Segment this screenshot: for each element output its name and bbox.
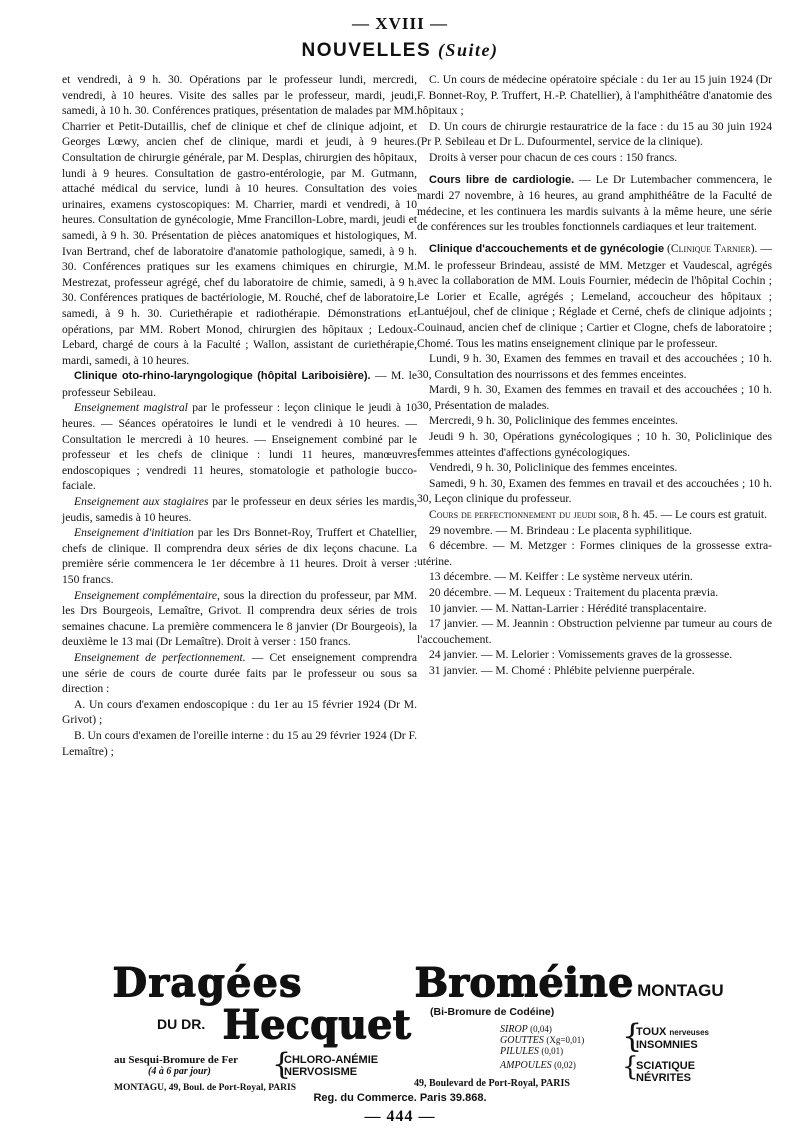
orl-professor: — M. le professeur Sebileau. <box>62 369 418 399</box>
text-initiation: par les Drs Bonnet-Roy, Truffert et Chatellier, chefs de clinique. Il comprendra deux séries de dix leçons chacune. La première série commencera le 1er décembre à 11 heures. Droit à verser : 150 francs. <box>62 526 417 586</box>
text-cardiology: — Le Dr Lutembacher commencera, le mardi 27 novembre, à 16 heures, au grand amphithéâtre de la Faculté de médecine, et les continuera les mardis suivants à la même heure, une série de conférences sur les troubles fonctionnels cardiaques et leur traitement. <box>417 172 772 234</box>
ad-nevrites: NÉVRITES <box>636 1072 692 1084</box>
ad-indication-nervosisme: NERVOSISME <box>284 1066 358 1078</box>
heading-orl-clinic: Clinique oto-rhino-laryngologique (hôpital Lariboisière). <box>74 370 371 383</box>
lecture-item: 17 janvier. — M. Jeannin : Obstruction pelvienne par tumeur au cours de l'accouchement. <box>417 617 772 646</box>
ad-montagu-brand: MONTAGU <box>637 981 724 1000</box>
page-number: — 444 — <box>364 1108 436 1125</box>
right-column <box>417 72 772 679</box>
ad-toux: TOUX <box>636 1026 667 1038</box>
section-title <box>0 40 800 62</box>
ad-indication-chloro: CHLORO-ANÉMIE <box>284 1054 379 1066</box>
ad-hecquet-name: Hecquet <box>222 1001 411 1048</box>
paragraph-fees: Droits à verser pour chacun de ces cours : 150 francs. <box>429 150 678 164</box>
ad-toux-small: nerveuses <box>669 1028 710 1037</box>
text-obstetrics: — M. le professeur Brindeau, assisté de MM. Metzger et Vaudescal, agrégés avec la collaboration de MM. Louis Fournier, médecin de l'hôpital Cochin ; Le Lorier et Ecalle, agrégés ; Lemeland, accoucheur des hôpitaux ; Lantuéjoul, chef de clinique ; Réglade et Cerné, chefs de clinique adjoints ; Couinaud, ancien chef de clinique ; Cartier et Clogne, chefs de laboratoire ; Chomé. Tous les matins enseignement clinique par le professeur. <box>417 241 772 350</box>
ad-bromeine <box>414 959 744 1089</box>
paragraph-initiation <box>62 525 417 587</box>
paragraph-evening-course <box>417 507 772 523</box>
paragraph-stagiaires <box>62 494 417 525</box>
label-complementaire: Enseignement complémentaire <box>74 588 218 602</box>
schedule-saturday: Samedi, 9 h. 30, Examen des femmes en travail et des accouchées ; 10 h. 30, Leçon clinique du professeur. <box>417 476 772 506</box>
ad-sciatique-nevrites <box>636 1060 695 1084</box>
ad-forms <box>500 1024 584 1057</box>
lecture-item: 6 décembre. — M. Metzger : Formes cliniques de la grossesse extra-utérine. <box>417 539 772 568</box>
roman-page-number: — XVIII — <box>352 14 448 33</box>
form-qty: (Xg=0,01) <box>546 1035 585 1045</box>
schedule-tuesday: Mardi, 9 h. 30, Examen des femmes en travail et des accouchées ; 10 h. 30, Présentation de malades. <box>417 383 772 412</box>
schedule-thursday: Jeudi 9 h. 30, Opérations gynécologiques ; 10 h. 30, Policlinique des femmes atteintes d'affections gynécologiques. <box>417 430 772 459</box>
ad-form-sirop <box>500 1024 584 1035</box>
lecture-item: 20 décembre. — M. Lequeux : Traitement du placenta prævia. <box>429 586 719 599</box>
schedule-wednesday: Mercredi, 9 h. 30, Policlinique des femmes enceintes. <box>429 414 678 428</box>
form-qty: (0,04) <box>530 1024 552 1034</box>
section-title-suffix: (Suite) <box>437 40 499 60</box>
section-title-text: NOUVELLES <box>301 40 432 61</box>
form-name: AMPOULES <box>500 1060 552 1071</box>
paragraph-course-a: A. Un cours d'examen endoscopique : du 1er au 15 février 1924 (Dr M. Grivot) ; <box>62 697 417 727</box>
lecture-item: 24 janvier. — M. Lelorier : Vomissements graves de la grossesse. <box>429 648 733 662</box>
ad-form-gouttes <box>500 1035 584 1046</box>
paragraph-course-c: C. Un cours de médecine opératoire spéciale : du 1er au 15 juin 1924 (Dr F. Bonnet-Roy, P. Truffert, H.-P. Chatellier), à l'amphithéâtre d'anatomie des hôpitaux ; <box>417 73 772 118</box>
ad-toux-insomnies <box>636 1026 709 1051</box>
label-initiation: Enseignement d'initiation <box>74 526 194 540</box>
lecture-item: 29 novembre. — M. Brindeau : Le placenta syphilitique. <box>429 523 693 537</box>
schedule-monday: Lundi, 9 h. 30, Examen des femmes en travail et des accouchées ; 10 h. 30, Consultation des nourrissons et des femmes enceintes. <box>417 352 772 381</box>
paragraph-schedule: et vendredi, à 9 h. 30. Opérations par le professeur lundi, mercredi, vendredi, à 10 heures. Visite des salles par le professeur, mardi, jeudi, samedi, à 10 h. 30. Conférences pratiques, présentation de malades par MM. Charrier et Petit-Dutaillis, chef de clinique et chef de clinique adjoint, et Georges Lœwy, ancien chef de clinique, mardi et jeudi, à 9 heures. Consultation de chirurgie générale, par M. Desplas, chirurgien des hôpitaux, lundi à 9 heures. Consultation de gastro-entérologie, par M. Gutmann, attaché médical du service, lundi à 10 heures. Consultation des voies urinaires, examens cystoscopiques: M. Charrier, mardi et vendredi, à 10 heures. Consultation de gynécologie, Mme Francillon-Lobre, mardi, jeudi et samedi, à 9 h. 30. Présentation de pièces anatomiques et histologiques, M. Ivan Bertrand, chef de laboratoire d'anatomie pathologique, samedi, à 9 h. 30. Conférences pratiques sur les examens chimiques en chirurgie, M. Mestrezat, professeur agrégé, chef du laboratoire de chimie, samedi, à 9 h. 30. Conférences pratiques de bactériologie, M. Rouché, chef de laboratoire, samedi, à 9 h. 30. Curiethérapie et radiothérapie. Démonstrations et opérations, par MM. Robert Monod, chirurgien des hôpitaux ; Ledoux-Lebard, chargé de cours à la Faculté ; Wallon, assistant de curiethérapie, mardi, samedi, à 10 heures. <box>62 73 417 367</box>
label-perfectionnement: Enseignement de perfectionnement. <box>74 650 246 664</box>
brace-icon: { <box>622 1052 639 1082</box>
ad-sciatique: SCIATIQUE <box>636 1060 696 1072</box>
ad-dragees-title: Dragées <box>112 959 303 1006</box>
form-qty: (0,01) <box>541 1046 564 1056</box>
ad-insomnies: INSOMNIES <box>636 1039 698 1051</box>
evening-course-label: Cours de perfectionnement du jeudi soir, <box>429 508 620 522</box>
lecture-item: 31 janvier. — M. Chomé : Phlébite pelvienne puerpérale. <box>429 663 695 677</box>
heading-cardiology: Cours libre de cardiologie. <box>429 173 575 186</box>
ad-indications <box>284 1054 378 1078</box>
lecture-item: 10 janvier. — M. Nattan-Larrier : Hérédité transplacentaire. <box>429 601 707 615</box>
form-name: GOUTTES <box>500 1035 544 1046</box>
obstetrics-clinic-name: (Clinique Tarnier). <box>664 241 758 255</box>
ad-left-address: MONTAGU, 49, Boul. de Port-Royal, PARIS <box>114 1083 296 1093</box>
trade-registry: Reg. du Commerce. Paris 39.868. <box>313 1092 487 1104</box>
text-complementaire: , sous la direction du professeur, par MM. les Drs Bourgeois, Lemaître, Grivot. Il comprendra deux séries de trois semaines chacune. La première commencera le 8 janvier (Dr Bourgeois), la deuxième le 13 mai (Dr Lemaître). Droit à verser : 150 francs. <box>62 588 417 649</box>
evening-course-text: 8 h. 45. — Le cours est gratuit. <box>619 508 768 522</box>
lecture-item: 13 décembre. — M. Keiffer : Le système nerveux utérin. <box>429 570 693 584</box>
paragraph-course-d: D. Un cours de chirurgie restauratrice de la face : du 15 au 30 juin 1924 (Pr P. Sebileau et Dr L. Dufourmentel, service de la clinique). <box>417 119 772 149</box>
left-column <box>62 72 417 759</box>
paragraph-obstetrics <box>417 241 772 351</box>
ad-form-pilules <box>500 1046 584 1057</box>
brace-icon: { <box>622 1017 643 1055</box>
ad-bibromure: (Bi-Bromure de Codéine) <box>430 1006 555 1018</box>
ad-du-dr: DU DR. <box>157 1016 206 1032</box>
ad-dragees-hecquet <box>112 959 411 1093</box>
form-name: SIROP <box>500 1024 528 1035</box>
heading-obstetrics: Clinique d'accouchements et de gynécologie <box>429 242 665 255</box>
form-qty: (0,02) <box>554 1060 576 1070</box>
paragraph-cardiology <box>417 172 772 235</box>
brace-icon: { <box>272 1047 292 1082</box>
paragraph-magistral <box>62 400 417 494</box>
ad-bromeine-title: Broméine <box>414 959 634 1006</box>
form-name: PILULES <box>500 1046 539 1057</box>
text-perfectionnement: — Cet enseignement comprendra une série de cours de courte durée faits par le professeur ou sous sa direction : <box>62 650 417 696</box>
text-stagiaires: par le professeur en deux séries les mardis, jeudis, samedis à 10 heures. <box>62 495 417 524</box>
label-stagiaires: Enseignement aux stagiaires <box>74 495 209 509</box>
ad-form-ampoules <box>500 1060 576 1071</box>
paragraph-orl <box>62 368 417 400</box>
ad-dosage: (4 à 6 par jour) <box>148 1066 211 1077</box>
paragraph-perfectionnement <box>62 650 417 697</box>
label-magistral: Enseignement magistral <box>74 401 188 415</box>
schedule-friday: Vendredi, 9 h. 30, Policlinique des femmes enceintes. <box>429 461 678 475</box>
paragraph-course-b: B. Un cours d'examen de l'oreille interne : du 15 au 29 février 1924 (Dr F. Lemaître) ; <box>62 728 417 758</box>
ad-right-address: 49, Boulevard de Port-Royal, PARIS <box>414 1078 570 1089</box>
text-magistral: par le professeur : leçon clinique le jeudi à 10 heures. — Séances opératoires le lundi et le vendredi à 10 heures. — Consultation le mercredi à 10 heures. — Enseignement combiné par le professeur et les chefs de clinique : lundi 11 heures, manœuvres endoscopiques ; vendredi 11 heures, stomatologie et pathologie bucco-faciale. <box>62 401 417 493</box>
paragraph-complementaire <box>62 588 417 650</box>
ad-sesqui-bromure: au Sesqui-Bromure de Fer <box>114 1054 238 1066</box>
